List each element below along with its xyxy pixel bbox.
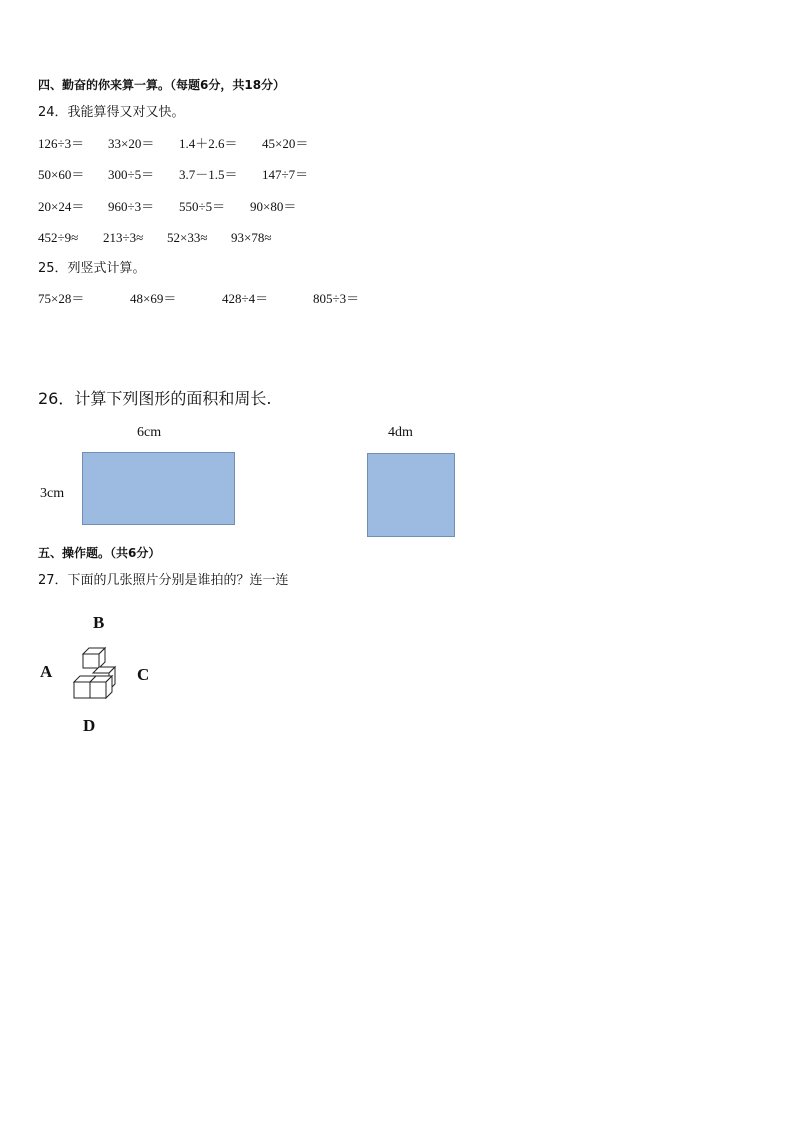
square-side-label: 4dm: [388, 425, 413, 440]
rectangle-shape: [82, 452, 235, 525]
viewpoint-label-c: C: [137, 665, 150, 684]
calc-item: 52×33≈: [167, 230, 208, 245]
calc-item: 213÷3≈: [103, 230, 144, 245]
question-26-title: 26．计算下列图形的面积和周长.: [38, 389, 272, 408]
calc-item: 20×24＝: [38, 199, 85, 214]
square-shape: [367, 453, 455, 537]
viewpoint-label-a: A: [40, 662, 53, 681]
viewpoint-label-d: D: [83, 716, 96, 735]
calc-item: 960÷3＝: [108, 199, 155, 214]
question-25-title: 25．列竖式计算。: [38, 261, 146, 276]
rectangle-height-label: 3cm: [40, 486, 65, 501]
question-24-title: 24．我能算得又对又快。: [38, 105, 185, 120]
calc-item: 93×78≈: [231, 230, 272, 245]
section-heading-4: 四、勤奋的你来算一算。（每题6分，共18分）: [38, 78, 286, 92]
section-heading-5: 五、操作题。（共6分）: [38, 546, 161, 560]
viewpoint-label-b: B: [93, 613, 105, 632]
calc-item: 126÷3＝: [38, 136, 85, 151]
vertical-calc-item: 75×28＝: [38, 291, 85, 306]
vertical-calc-item: 428÷4＝: [222, 291, 269, 306]
question-27-title: 27．下面的几张照片分别是谁拍的？连一连: [38, 573, 289, 588]
calc-item: 90×80＝: [250, 199, 297, 214]
rectangle-width-label: 6cm: [137, 425, 162, 440]
calc-item: 33×20＝: [108, 136, 155, 151]
calc-item: 452÷9≈: [38, 230, 79, 245]
vertical-calc-item: 805÷3＝: [313, 291, 360, 306]
calc-item: 45×20＝: [262, 136, 309, 151]
calc-item: 3.7－1.5＝: [179, 167, 238, 182]
calc-item: 1.4＋2.6＝: [179, 136, 238, 151]
vertical-calc-item: 48×69＝: [130, 291, 177, 306]
calc-item: 147÷7＝: [262, 167, 309, 182]
cube-stack-figure: [72, 646, 120, 700]
calc-item: 300÷5＝: [108, 167, 155, 182]
calc-item: 50×60＝: [38, 167, 85, 182]
calc-item: 550÷5＝: [179, 199, 226, 214]
